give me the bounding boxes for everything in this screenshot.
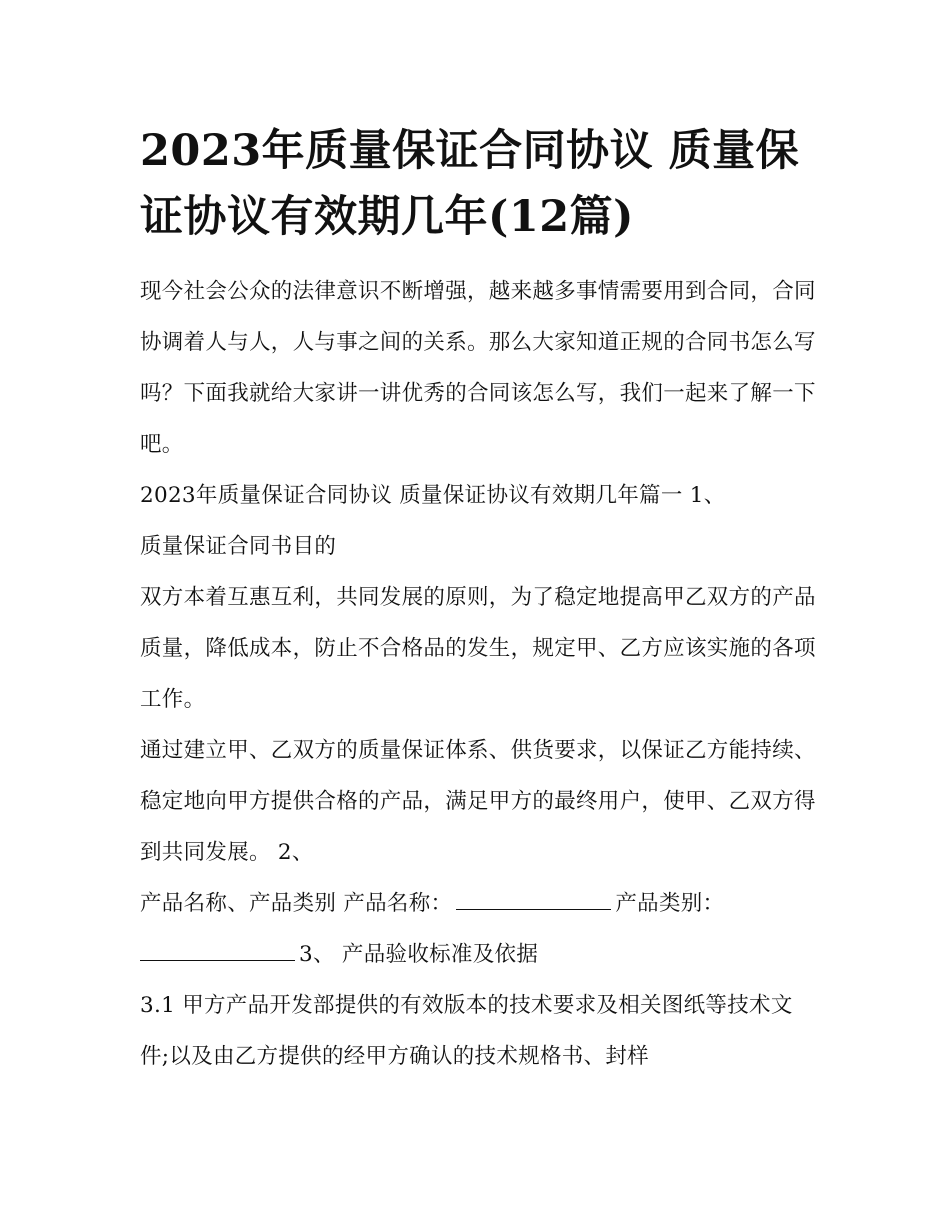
product-category-label: 产品类别： xyxy=(615,891,725,916)
purpose-paragraph: 双方本着互惠互利，共同发展的原则，为了稳定地提高甲乙双方的产品质量，降低成本，防止不合格品的发生，规定甲、乙方应该实施的各项工作。 xyxy=(140,585,816,712)
product-category-blank xyxy=(140,942,295,961)
document-title: 2023年质量保证合同协议 质量保证协议有效期几年(12篇) xyxy=(140,126,800,242)
section-heading-purpose: 质量保证合同书目的 xyxy=(140,534,337,559)
intro-paragraph: 现今社会公众的法律意识不断增强，越来越多事情需要用到合同，合同协调着人与人，人与事之间的关系。那么大家知道正规的合同书怎么写吗？下面我就给大家讲一讲优秀的合同该怎么写，我们一起来了解一下吧。 xyxy=(140,279,816,457)
product-name-line xyxy=(140,878,820,929)
goal-paragraph: 通过建立甲、乙双方的质量保证体系、供货要求，以保证乙方能持续、稳定地向甲方提供合格的产品，满足甲方的最终用户，使甲、乙双方得到共同发展。 2、 xyxy=(140,738,816,865)
clause-3-1-paragraph: 3.1 甲方产品开发部提供的有效版本的技术要求及相关图纸等技术文件;以及由乙方提供的经甲方确认的技术规格书、封样 xyxy=(140,993,793,1069)
product-name-label: 产品名称、产品类别 产品名称： xyxy=(140,891,453,916)
product-name-blank xyxy=(456,891,611,910)
section-heading-line: 2023年质量保证合同协议 质量保证协议有效期几年篇一 1、 xyxy=(140,483,726,508)
acceptance-standard-line xyxy=(140,929,820,980)
acceptance-standard-heading: 3、 产品验收标准及依据 xyxy=(299,942,539,967)
document-page xyxy=(140,118,820,1082)
